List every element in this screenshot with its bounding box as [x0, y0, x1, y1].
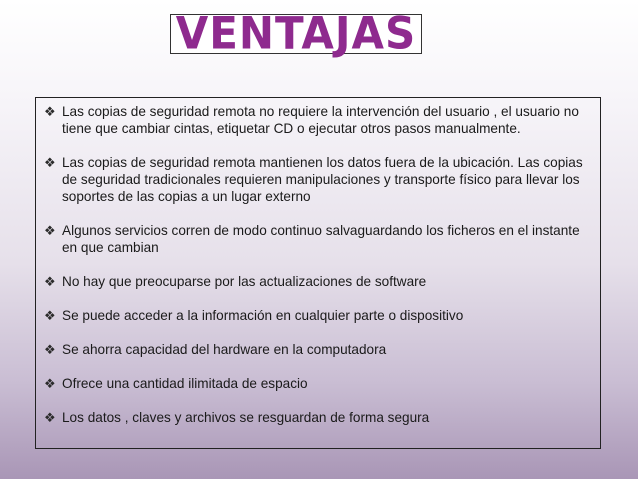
list-item-text: Algunos servicios corren de modo continuo salvaguardando los ficheros en el instante en que cambian: [62, 223, 580, 255]
diamond-bullet-icon: ❖: [44, 376, 56, 391]
list-item: [44, 154, 590, 205]
list-item-text: No hay que preocuparse por las actualizaciones de software: [62, 274, 427, 289]
diamond-bullet-icon: ❖: [44, 155, 56, 170]
diamond-bullet-icon: ❖: [44, 274, 56, 289]
title-box: [170, 7, 422, 60]
list-item-text: Ofrece una cantidad ilimitada de espacio: [62, 376, 308, 391]
diamond-bullet-icon: ❖: [44, 308, 56, 323]
diamond-bullet-icon: ❖: [44, 223, 56, 238]
list-item: [44, 273, 590, 290]
advantages-list: [35, 97, 601, 449]
diamond-bullet-icon: ❖: [44, 342, 56, 357]
list-item: [44, 409, 590, 426]
list-item-text: Se ahorra capacidad del hardware en la computadora: [62, 342, 387, 357]
list-item: [44, 103, 590, 137]
list-item-text: Las copias de seguridad remota no requiere la intervención del usuario , el usuario no tiene que cambiar cintas, etiquetar CD o ejecutar otros pasos manualmente.: [62, 104, 579, 136]
list-item-text: Los datos , claves y archivos se resguardan de forma segura: [62, 410, 430, 425]
list-item: [44, 307, 590, 324]
slide-title: VENTAJAS: [175, 7, 417, 60]
title-reflection: [170, 54, 422, 70]
diamond-bullet-icon: ❖: [44, 104, 56, 119]
list-item-text: Las copias de seguridad remota mantienen los datos fuera de la ubicación. Las copias de seguridad tradicionales requieren manipulaciones y transporte físico para llevar los soportes de las copias a un lugar externo: [62, 155, 583, 204]
list-item-text: Se puede acceder a la información en cualquier parte o dispositivo: [62, 308, 464, 323]
list-item: [44, 375, 590, 392]
diamond-bullet-icon: ❖: [44, 410, 56, 425]
list-item: [44, 341, 590, 358]
list-item: [44, 222, 590, 256]
